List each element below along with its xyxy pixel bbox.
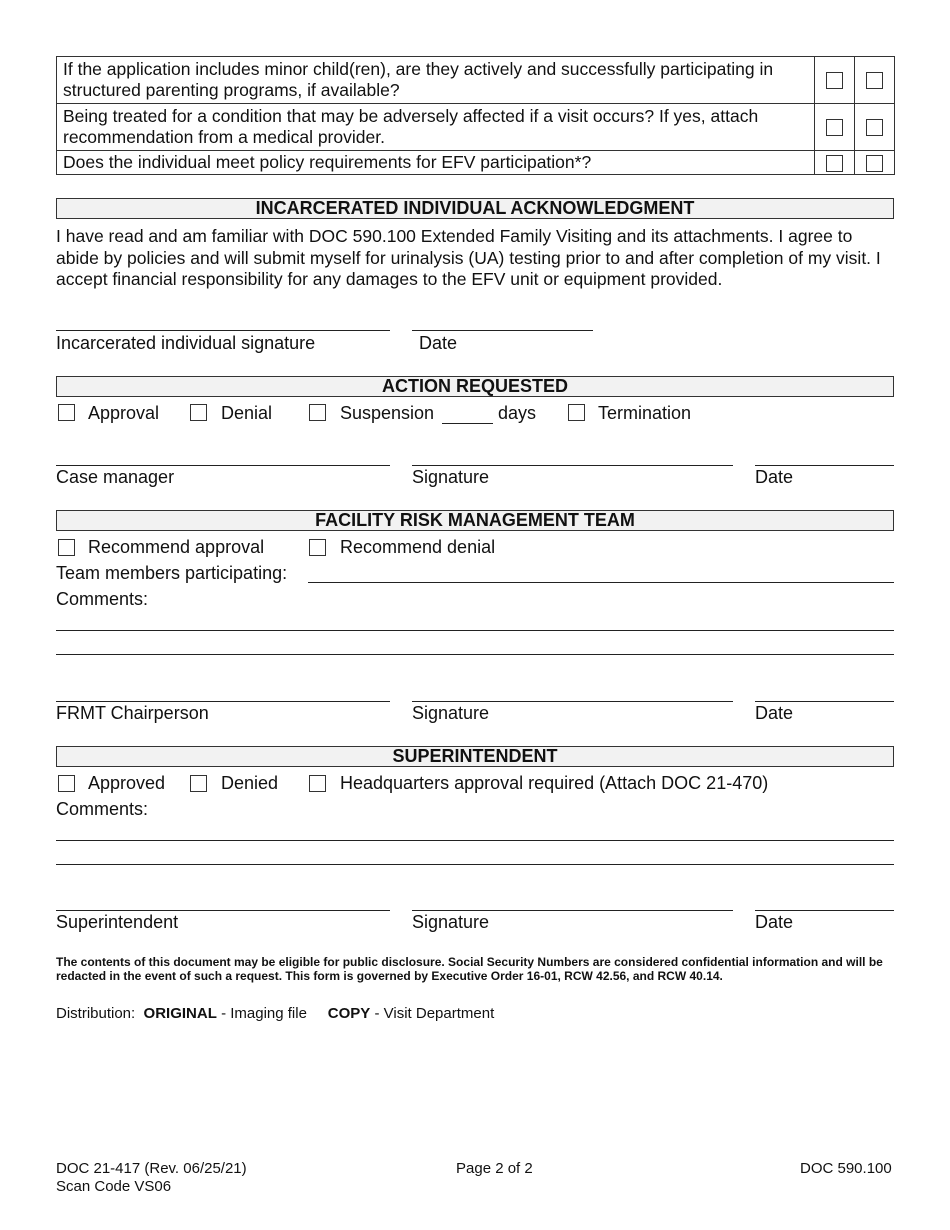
comments-line[interactable] — [56, 864, 894, 865]
question-table — [56, 56, 895, 175]
distribution-label: Distribution: — [56, 1005, 136, 1022]
denied-label: Denied — [221, 773, 279, 793]
disclosure-notice: The contents of this document may be eligible for public disclosure. Social Security Numbers are considered confidential information and will be redacted in the event of such a request. This form is governed by Executive Order 16-01, RCW 42.56, and RCW 40.14. — [56, 955, 883, 983]
recommend-approval-label: Recommend approval — [88, 537, 265, 557]
date-label: Date — [755, 703, 794, 723]
superintendent-header: SUPERINTENDENT — [56, 746, 894, 767]
superintendent-line[interactable] — [56, 910, 390, 911]
no-checkbox[interactable] — [866, 119, 883, 136]
approval-checkbox[interactable] — [58, 404, 75, 421]
distribution-copy: COPY — [327, 1005, 371, 1022]
question-text: If the application includes minor child(ren), are they actively and successfully participating in structured parenting programs, if available? — [57, 57, 815, 104]
acknowledgment-header: INCARCERATED INDIVIDUAL ACKNOWLEDGMENT — [56, 198, 894, 219]
yes-checkbox[interactable] — [826, 119, 843, 136]
denial-checkbox[interactable] — [190, 404, 207, 421]
recommend-approval-checkbox[interactable] — [58, 539, 75, 556]
case-manager-line[interactable] — [56, 465, 390, 466]
yes-checkbox[interactable] — [826, 155, 843, 172]
team-members-field[interactable] — [308, 582, 894, 583]
distribution-line — [56, 1005, 494, 1022]
signature-line[interactable] — [412, 910, 733, 911]
date-label: Date — [419, 333, 458, 353]
superintendent-label: Superintendent — [56, 912, 179, 932]
approval-label: Approval — [88, 403, 160, 423]
question-row — [57, 57, 895, 104]
recommend-denial-checkbox[interactable] — [309, 539, 326, 556]
acknowledgment-text: I have read and am familiar with DOC 590.100 Extended Family Visiting and its attachments. I agree to abide by policies and will submit myself for urinalysis (UA) testing prior to and after completion of my visit. I accept financial responsibility for any damages to the EFV unit or equipment provided. — [56, 226, 881, 289]
comments-label: Comments: — [56, 799, 149, 819]
distribution-original-dest: - Imaging file — [221, 1005, 307, 1022]
scan-code: Scan Code VS06 — [56, 1178, 172, 1195]
form-number: DOC 21-417 (Rev. 06/25/21) — [56, 1160, 247, 1177]
question-row — [57, 104, 895, 151]
denial-label: Denial — [221, 403, 273, 423]
hq-approval-label: Headquarters approval required (Attach DOC 21-470) — [340, 773, 769, 793]
signature-label: Signature — [412, 703, 490, 723]
approved-checkbox[interactable] — [58, 775, 75, 792]
date-line[interactable] — [412, 330, 593, 331]
signature-label: Signature — [412, 467, 490, 487]
signature-line[interactable] — [56, 330, 390, 331]
signature-line[interactable] — [412, 465, 733, 466]
policy-number: DOC 590.100 — [800, 1160, 892, 1177]
frmt-chair-line[interactable] — [56, 701, 390, 702]
comments-line[interactable] — [56, 840, 894, 841]
frmt-header: FACILITY RISK MANAGEMENT TEAM — [56, 510, 894, 531]
suspension-label: Suspension — [340, 403, 435, 423]
no-checkbox[interactable] — [866, 72, 883, 89]
date-line[interactable] — [755, 465, 894, 466]
question-text: Does the individual meet policy requirements for EFV participation*? — [57, 151, 815, 175]
team-members-label: Team members participating: — [56, 563, 288, 583]
denied-checkbox[interactable] — [190, 775, 207, 792]
days-label: days — [498, 403, 537, 423]
action-requested-header: ACTION REQUESTED — [56, 376, 894, 397]
question-text: Being treated for a condition that may be adversely affected if a visit occurs? If yes, attach recommendation from a medical provider. — [57, 104, 815, 151]
termination-label: Termination — [598, 403, 692, 423]
distribution-original: ORIGINAL — [143, 1005, 217, 1022]
case-manager-label: Case manager — [56, 467, 175, 487]
termination-checkbox[interactable] — [568, 404, 585, 421]
date-line[interactable] — [755, 910, 894, 911]
date-label: Date — [755, 467, 794, 487]
comments-label: Comments: — [56, 589, 149, 609]
recommend-denial-label: Recommend denial — [340, 537, 496, 557]
yes-checkbox[interactable] — [826, 72, 843, 89]
distribution-copy-dest: - Visit Department — [374, 1005, 495, 1022]
signature-label: Signature — [412, 912, 490, 932]
no-checkbox[interactable] — [866, 155, 883, 172]
suspension-checkbox[interactable] — [309, 404, 326, 421]
hq-approval-checkbox[interactable] — [309, 775, 326, 792]
footer-form-number — [56, 1160, 247, 1196]
comments-line[interactable] — [56, 654, 894, 655]
signature-line[interactable] — [412, 701, 733, 702]
page-number: Page 2 of 2 — [456, 1160, 533, 1177]
date-line[interactable] — [755, 701, 894, 702]
frmt-chair-label: FRMT Chairperson — [56, 703, 209, 723]
comments-line[interactable] — [56, 630, 894, 631]
signature-label: Incarcerated individual signature — [56, 333, 316, 353]
question-row — [57, 151, 895, 175]
approved-label: Approved — [88, 773, 166, 793]
date-label: Date — [755, 912, 794, 932]
suspension-days-field[interactable] — [442, 423, 493, 424]
